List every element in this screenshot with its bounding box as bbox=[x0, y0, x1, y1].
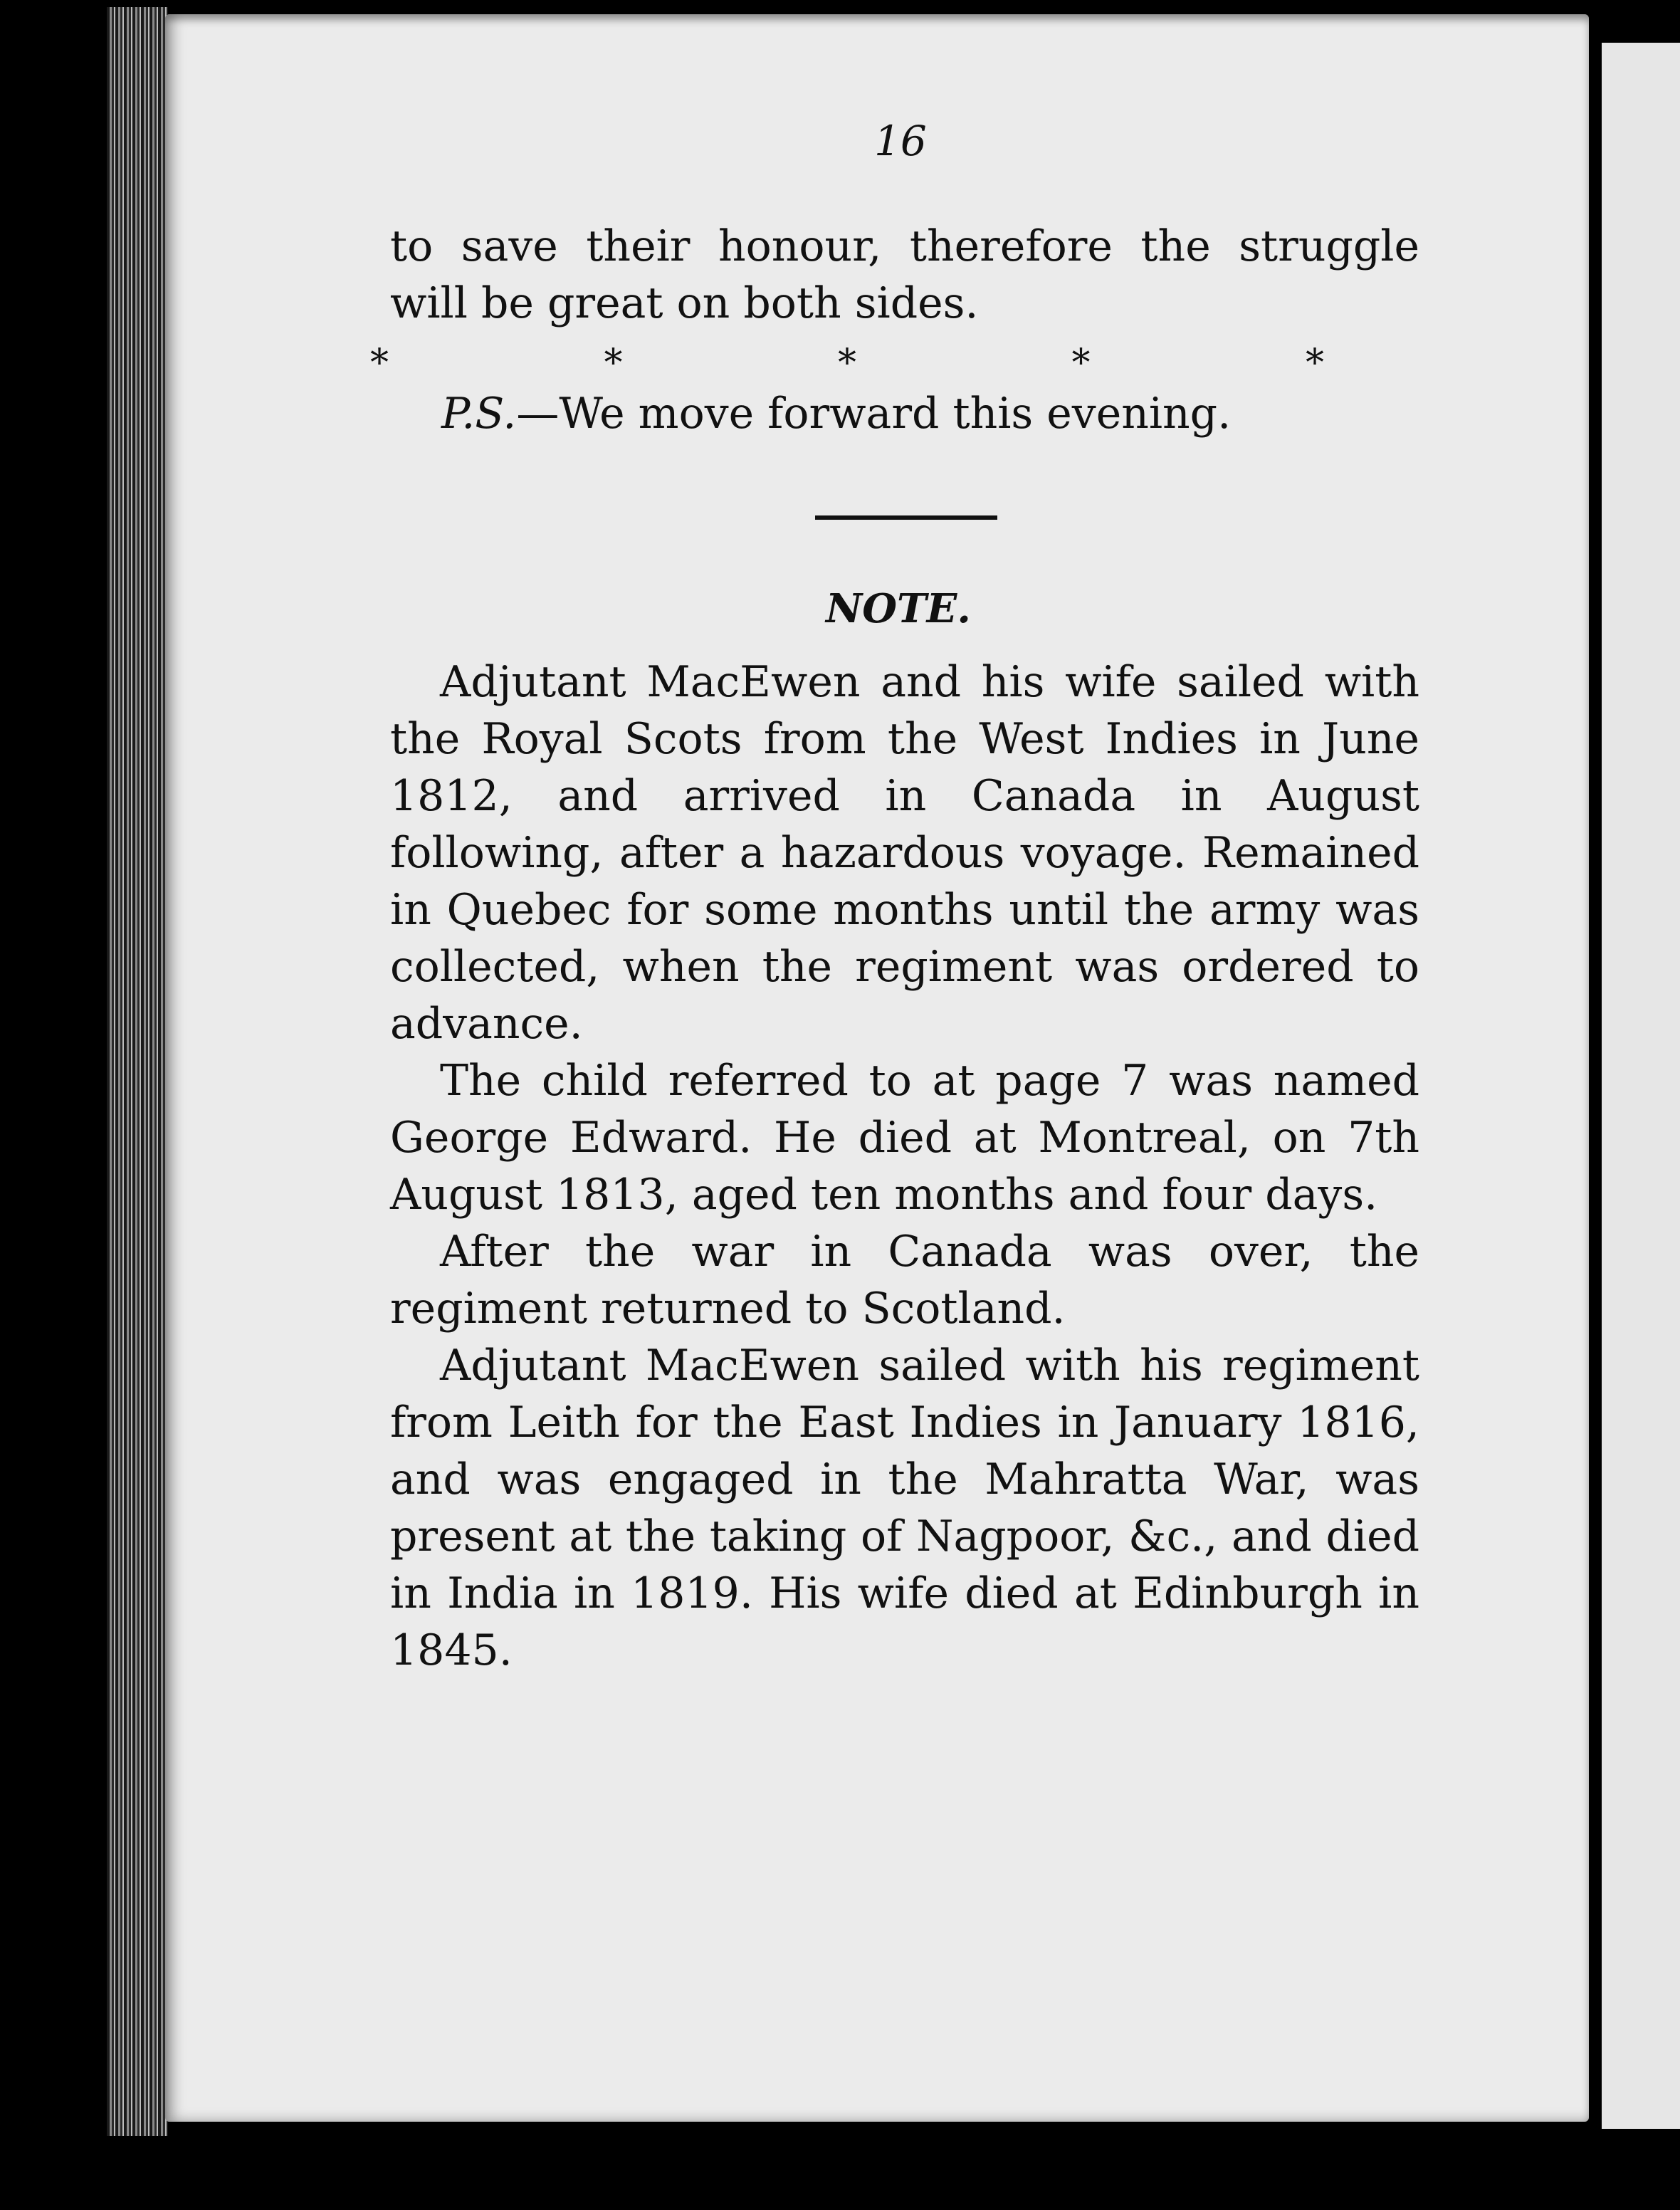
note-paragraph: The child referred to at page 7 was named George Edward. He died at Montreal, on 7th August 1813, aged ten months and four days. bbox=[390, 1056, 1419, 1220]
separator-star: * bbox=[1306, 342, 1324, 384]
facing-page-edge bbox=[1592, 43, 1680, 2129]
separator-star: * bbox=[370, 342, 389, 384]
page-edge-stack bbox=[107, 7, 168, 2136]
note-paragraph: After the war in Canada was over, the regiment returned to Scotland. bbox=[390, 1227, 1419, 1334]
continued-paragraph: to save their honour, therefore the struggle will be great on both sides. bbox=[390, 221, 1419, 328]
note-paragraph: Adjutant MacEwen sailed with his regiment from Leith for the East Indies in January 1816, and was engaged in the Mahratta War, was present at the taking of Nagpoor, &c., and died in India in 1819. His wife died at Edinburgh in 1845. bbox=[390, 1341, 1419, 1675]
postscript-text: —We move forward this evening. bbox=[516, 389, 1232, 439]
section-divider-rule bbox=[815, 515, 997, 520]
separator-star: * bbox=[1071, 342, 1091, 384]
separator-star: * bbox=[604, 342, 623, 384]
postscript-label: P.S. bbox=[441, 389, 517, 439]
postscript bbox=[441, 389, 1231, 439]
star-separator bbox=[370, 342, 1324, 384]
separator-star: * bbox=[838, 342, 856, 384]
note-heading: NOTE. bbox=[826, 585, 971, 632]
note-body bbox=[390, 654, 1419, 1679]
page-number: 16 bbox=[874, 117, 927, 165]
note-paragraph: Adjutant MacEwen and his wife sailed with the Royal Scots from the West Indies in June 1812, and arrived in Canada in August following, after a hazardous voyage. Remained in Quebec for some months until the army was collected, when the regiment was ordered to advance. bbox=[390, 657, 1419, 1049]
